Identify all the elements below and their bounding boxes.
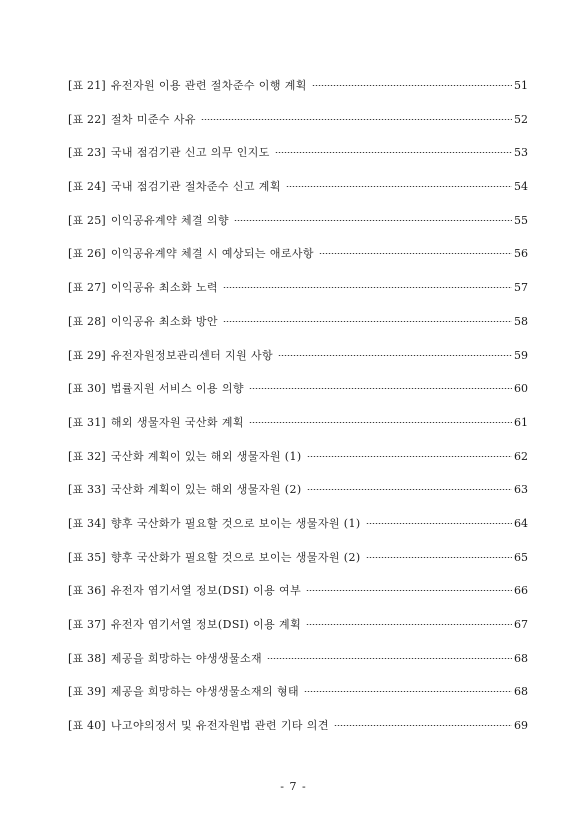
- dot-leader: [278, 355, 512, 356]
- toc-title: 유전자원 이용 관련 절차준수 이행 계획: [110, 79, 307, 92]
- toc-table-number: [표 35]: [68, 550, 106, 564]
- toc-title: 국내 점검기관 신고 의무 인지도: [110, 146, 270, 160]
- dot-leader: [312, 85, 512, 86]
- toc-entry[interactable]: [68, 280, 528, 314]
- toc-page-number: 63: [514, 483, 528, 497]
- toc-table-number: [표 38]: [68, 651, 106, 665]
- dot-leader: [319, 253, 512, 254]
- dot-leader: [249, 388, 512, 389]
- toc-table-number: [표 30]: [68, 382, 106, 396]
- toc-page-number: 66: [514, 584, 528, 598]
- toc-entry[interactable]: [68, 684, 528, 718]
- dot-leader: [366, 523, 512, 524]
- toc-page-number: 69: [514, 719, 528, 733]
- toc-title: 향후 국산화가 필요할 것으로 보이는 생물자원 (2): [110, 550, 361, 564]
- toc-title: 이익공유계약 체결 시 예상되는 애로사항: [110, 247, 314, 261]
- toc-page-number: 54: [514, 180, 528, 194]
- toc-table-number: [표 37]: [68, 618, 106, 631]
- toc-title: 이익공유계약 체결 의향: [110, 213, 229, 227]
- toc-entry[interactable]: [68, 415, 528, 449]
- toc-page-number: 64: [514, 516, 528, 530]
- toc-page-number: 68: [514, 685, 528, 699]
- dot-leader: [307, 456, 512, 457]
- dot-leader: [306, 624, 512, 625]
- toc-entry[interactable]: [68, 381, 528, 415]
- toc-entry[interactable]: [68, 449, 528, 483]
- toc-table-number: [표 34]: [68, 516, 106, 530]
- toc-page-number: 62: [514, 449, 528, 463]
- toc-title: 이익공유 최소화 노력: [110, 281, 218, 295]
- toc-title: 제공을 희망하는 야생생물소재의 형태: [110, 685, 300, 699]
- table-of-contents: [68, 78, 528, 752]
- toc-table-number: [표 28]: [68, 314, 106, 328]
- toc-page-number: 56: [514, 247, 528, 261]
- toc-title: 나고야의정서 및 유전자원법 관련 기타 의견: [110, 719, 329, 733]
- toc-entry[interactable]: [68, 651, 528, 685]
- dot-leader: [304, 691, 512, 692]
- toc-page-number: 58: [514, 314, 528, 328]
- toc-entry[interactable]: [68, 516, 528, 550]
- toc-entry[interactable]: [68, 348, 528, 382]
- dot-leader: [234, 220, 512, 221]
- toc-page-number: 68: [514, 651, 528, 665]
- toc-title: 유전자원정보관리센터 지원 사항: [110, 348, 274, 362]
- toc-table-number: [표 33]: [68, 483, 106, 497]
- dot-leader: [366, 557, 512, 558]
- toc-table-number: [표 21]: [68, 79, 106, 92]
- toc-entry[interactable]: [68, 583, 528, 617]
- dot-leader: [275, 152, 512, 153]
- toc-page-number: 55: [514, 213, 528, 227]
- toc-table-number: [표 27]: [68, 281, 106, 295]
- toc-title: 유전자 염기서열 정보(DSI) 이용 계획: [110, 618, 302, 631]
- toc-table-number: [표 31]: [68, 415, 106, 429]
- toc-table-number: [표 23]: [68, 146, 106, 160]
- toc-page-number: 51: [514, 79, 528, 92]
- toc-entry[interactable]: [68, 617, 528, 651]
- toc-title: 국내 점검기관 절차준수 신고 계획: [110, 180, 281, 194]
- toc-entry[interactable]: [68, 246, 528, 280]
- toc-table-number: [표 22]: [68, 112, 106, 126]
- toc-table-number: [표 29]: [68, 348, 106, 362]
- toc-table-number: [표 32]: [68, 449, 106, 463]
- toc-page-number: 53: [514, 146, 528, 160]
- toc-table-number: [표 25]: [68, 213, 106, 227]
- toc-entry[interactable]: [68, 145, 528, 179]
- toc-title: 유전자 염기서열 정보(DSI) 이용 여부: [110, 584, 302, 598]
- toc-title: 법률지원 서비스 이용 의향: [110, 382, 244, 396]
- toc-page-number: 59: [514, 348, 528, 362]
- dot-leader: [223, 321, 512, 322]
- toc-entry[interactable]: [68, 112, 528, 146]
- toc-page-number: 61: [514, 415, 528, 429]
- dot-leader: [267, 658, 512, 659]
- toc-table-number: [표 26]: [68, 247, 106, 261]
- toc-page-number: 65: [514, 550, 528, 564]
- toc-title: 해외 생물자원 국산화 계획: [110, 415, 244, 429]
- toc-table-number: [표 24]: [68, 180, 106, 194]
- toc-entry[interactable]: [68, 482, 528, 516]
- toc-entry[interactable]: [68, 179, 528, 213]
- toc-page-number: 57: [514, 281, 528, 295]
- toc-entry[interactable]: [68, 550, 528, 584]
- toc-entry[interactable]: [68, 78, 528, 112]
- dot-leader: [307, 489, 512, 490]
- dot-leader: [249, 422, 512, 423]
- page-number-footer: - 7 -: [280, 780, 307, 793]
- toc-entry[interactable]: [68, 213, 528, 247]
- toc-title: 향후 국산화가 필요할 것으로 보이는 생물자원 (1): [110, 516, 361, 530]
- toc-table-number: [표 36]: [68, 584, 106, 598]
- toc-page-number: 60: [514, 382, 528, 396]
- toc-title: 제공을 희망하는 야생생물소재: [110, 651, 263, 665]
- toc-title: 절차 미준수 사유: [110, 112, 196, 126]
- dot-leader: [306, 590, 512, 591]
- toc-page-number: 67: [514, 618, 528, 631]
- toc-title: 국산화 계획이 있는 해외 생물자원 (1): [110, 449, 302, 463]
- dot-leader: [334, 725, 512, 726]
- dot-leader: [201, 119, 512, 120]
- toc-table-number: [표 40]: [68, 719, 106, 733]
- toc-title: 이익공유 최소화 방안: [110, 314, 218, 328]
- toc-table-number: [표 39]: [68, 685, 106, 699]
- toc-entry[interactable]: [68, 314, 528, 348]
- toc-page-number: 52: [514, 112, 528, 126]
- toc-entry[interactable]: [68, 718, 528, 752]
- toc-title: 국산화 계획이 있는 해외 생물자원 (2): [110, 483, 302, 497]
- dot-leader: [286, 186, 512, 187]
- dot-leader: [223, 287, 512, 288]
